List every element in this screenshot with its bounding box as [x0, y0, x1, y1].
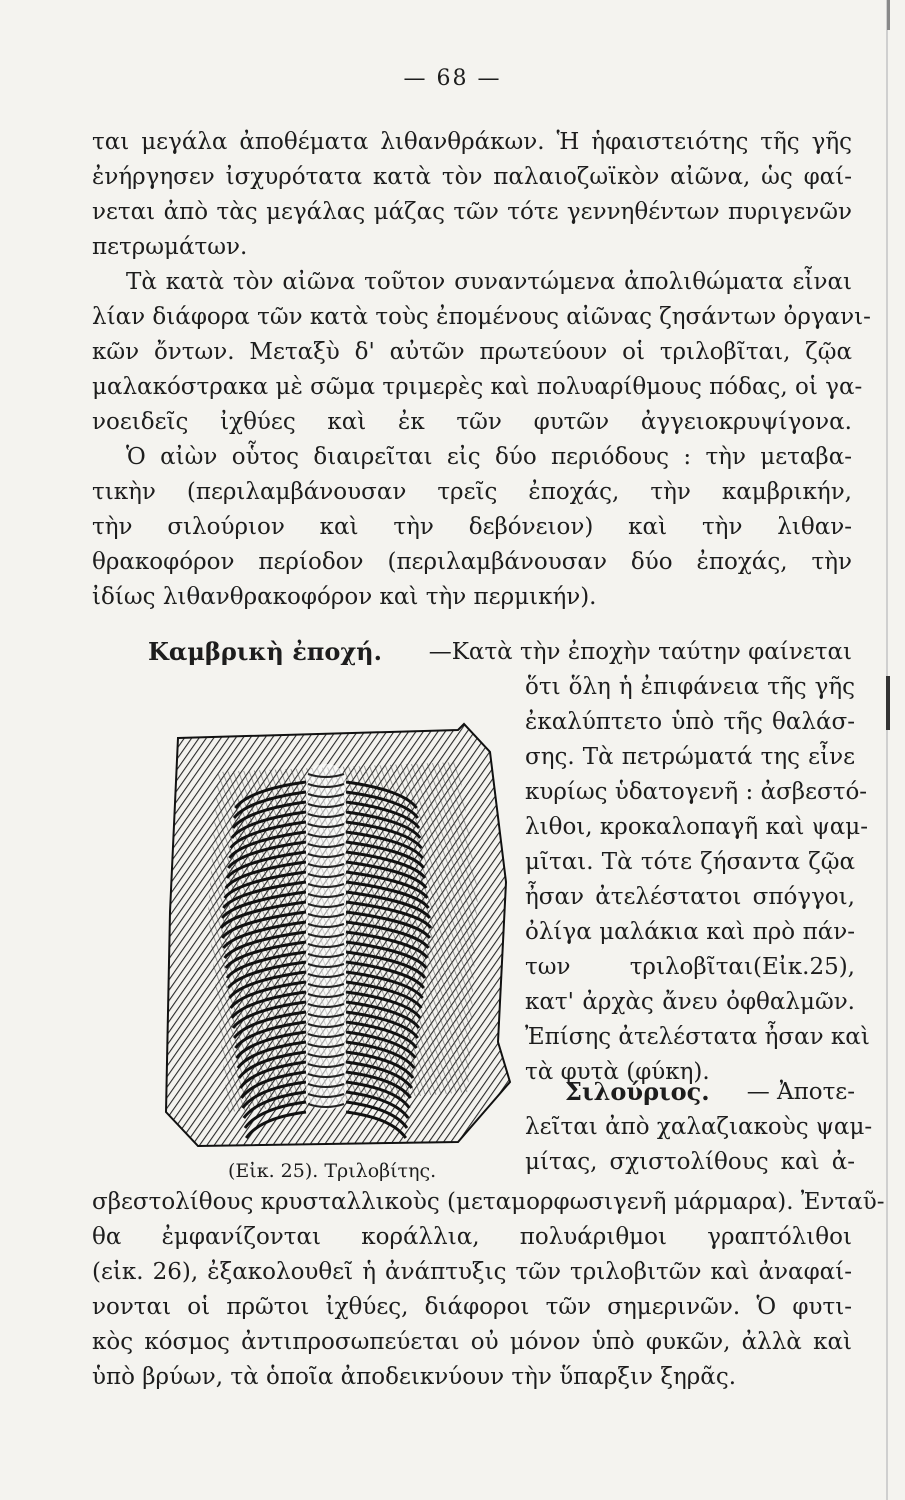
trilobite-figure	[158, 712, 520, 1152]
text-line: νοειδεῖς ἰχθύες καὶ ἐκ τῶν φυτῶν ἀγγειοκρυψίγονα.	[92, 409, 852, 435]
text-line: λίαν διάφορα τῶν κατὰ τοὺς ἐπομένους αἰῶνας ζησάντων ὀργανι-	[92, 304, 871, 330]
right-column-line: λιθοι, κροκαλοπαγῆ καὶ ψαμ-	[525, 814, 869, 840]
text-line: σβεστολίθους κρυσταλλικοὺς (μεταμορφωσιγενῆ μάρμαρα). Ἐνταῦ-	[92, 1189, 885, 1215]
right-column-line: ἦσαν ἀτελέστατοι σπόγγοι,	[525, 884, 855, 910]
page-edge-line	[886, 0, 888, 1500]
figure-caption: (Εἰκ. 25). Τριλοβίτης.	[228, 1160, 437, 1182]
text-line: τὴν σιλούριον καὶ τὴν δεβόνειον) καὶ τὴν λιθαν-	[92, 514, 852, 540]
cambrian-heading: Καμβρικὴ ἐποχή.	[148, 637, 382, 666]
text-line: θρακοφόρον περίοδον (περιλαμβάνουσαν δύο ἐποχάς, τὴν	[92, 549, 852, 575]
text-line: μαλακόστρακα μὲ σῶμα τριμερὲς καὶ πολυαρίθμους πόδας, οἱ γα-	[92, 374, 863, 400]
silurian-first-line: — Ἀποτε-	[746, 1079, 855, 1105]
text-line: νονται οἱ πρῶτοι ἰχθύες, διάφοροι τῶν σημερινῶν. Ὁ φυτι-	[92, 1294, 852, 1320]
right-column-line: κυρίως ὑδατογενῆ : ἀσβεστό-	[525, 779, 868, 805]
silurian-heading: Σιλούριος.	[565, 1077, 710, 1106]
text-line: θα ἐμφανίζονται κοράλλια, πολυάριθμοι γραπτόλιθοι	[92, 1224, 852, 1250]
page-edge-mark-top	[887, 0, 890, 30]
cambrian-first-line: —Κατὰ τὴν ἐποχὴν ταύτην φαίνεται	[428, 639, 852, 665]
text-line: κῶν ὄντων. Μεταξὺ δ' αὐτῶν πρωτεύουν οἱ τριλοβῖται, ζῷα	[92, 339, 852, 365]
page-edge-mark	[886, 676, 890, 730]
right-column-line: ἐκαλύπτετο ὑπὸ τῆς θαλάσ-	[525, 709, 855, 735]
right-column-line: Ἐπίσης ἀτελέστατα ἦσαν καὶ	[525, 1024, 870, 1050]
right-column-line: λεῖται ἀπὸ χαλαζιακοὺς ψαμ-	[525, 1114, 873, 1140]
text-line: ὑπὸ βρύων, τὰ ὁποῖα ἀποδεικνύουν τὴν ὕπαρξιν ξηρᾶς.	[92, 1364, 737, 1390]
text-line: πετρωμάτων.	[92, 234, 248, 260]
right-column-line: μίτας, σχιστολίθους καὶ ἀ-	[525, 1149, 855, 1175]
trilobite-illustration	[158, 712, 520, 1152]
right-column-line: ὅτι ὅλη ἡ ἐπιφάνεια τῆς γῆς	[525, 674, 855, 700]
text-line: Ὁ αἰὼν οὗτος διαιρεῖται εἰς δύο περιόδους : τὴν μεταβα-	[126, 444, 852, 470]
cambrian-heading-line	[148, 637, 852, 667]
text-line: κὸς κόσμος ἀντιπροσωπεύεται οὐ μόνον ὑπὸ φυκῶν, ἀλλὰ καὶ	[92, 1329, 852, 1355]
right-column-line: μῖται. Τὰ τότε ζήσαντα ζῷα	[525, 849, 855, 875]
right-column-line: τὰ φυτὰ (φύκη).	[525, 1059, 710, 1085]
right-column-line: ὀλίγα μαλάκια καὶ πρὸ πάν-	[525, 919, 855, 945]
right-column-line: κατ' ἀρχὰς ἄνευ ὀφθαλμῶν.	[525, 989, 855, 1015]
text-line: ται μεγάλα ἀποθέματα λιθανθράκων. Ἡ ἡφαιστειότης τῆς γῆς	[92, 129, 852, 155]
page-number: — 68 —	[403, 66, 502, 91]
silurian-heading-line	[565, 1077, 855, 1107]
text-line: Τὰ κατὰ τὸν αἰῶνα τοῦτον συναντώμενα ἀπολιθώματα εἶναι	[126, 269, 852, 295]
text-line: νεται ἀπὸ τὰς μεγάλας μάζας τῶν τότε γεννηθέντων πυριγενῶν	[92, 199, 852, 225]
right-column-line: των τριλοβῖται(Εἰκ.25),	[525, 954, 855, 980]
text-line: ἰδίως λιθανθρακοφόρον καὶ τὴν περμικήν).	[92, 584, 597, 610]
text-line: τικὴν (περιλαμβάνουσαν τρεῖς ἐποχάς, τὴν καμβρικήν,	[92, 479, 852, 505]
text-line: (εἰκ. 26), ἐξακολουθεῖ ἡ ἀνάπτυξις τῶν τριλοβιτῶν καὶ ἀναφαί-	[92, 1259, 852, 1285]
text-line: ἐνήργησεν ἰσχυρότατα κατὰ τὸν παλαιοζωϊκὸν αἰῶνα, ὡς φαί-	[92, 164, 852, 190]
right-column-line: σης. Τὰ πετρώματά της εἶνε	[525, 744, 855, 770]
